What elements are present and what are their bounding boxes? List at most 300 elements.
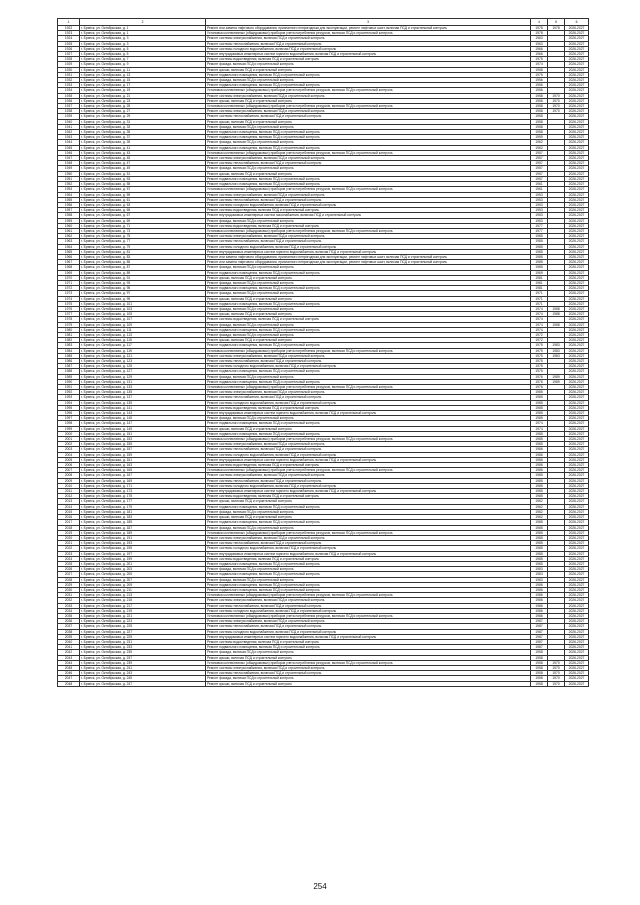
row-number: 1952: [58, 182, 80, 187]
row-address: г. Брянск, ул. Октябрьская, д. 145: [80, 416, 206, 421]
row-work-type: Ремонт системы электроснабжения, включая ПСД и строительный контроль: [206, 665, 531, 670]
row-work-type: Ремонт системы водоотведения, включая ПСД и строительный контроль: [206, 639, 531, 644]
row-address: г. Брянск, ул. Октябрьская, д. 25: [80, 104, 206, 109]
row-number: 1960: [58, 223, 80, 228]
row-work-type: Ремонт системы холодного водоснабжения, включая ПСД и строительный контроль: [206, 364, 531, 369]
row-address: г. Брянск, ул. Октябрьская, д. 11: [80, 67, 206, 72]
row-address: г. Брянск, ул. Октябрьская, д. 123: [80, 359, 206, 364]
row-work-type: Ремонт внутридомовых инженерных систем горячего водоснабжения, включая ПСД и строительный контроль: [206, 634, 531, 639]
row-address: г. Брянск, ул. Октябрьская, д. 135: [80, 390, 206, 395]
row-build-year: 1983: [531, 567, 548, 572]
row-period: 2026-2027: [565, 182, 589, 187]
row-work-type: Ремонт системы электроснабжения, включая ПСД и строительный контроль: [206, 156, 531, 161]
row-work-type: Ремонт системы теплоснабжения, включая ПСД и строительный контроль: [206, 541, 531, 546]
row-period: 2026-2027: [565, 478, 589, 483]
row-build-year: 1957: [531, 166, 548, 171]
row-period: 2026-2027: [565, 676, 589, 681]
row-number: 2014: [58, 504, 80, 509]
row-work-type: Ремонт системы холодного водоснабжения, включая ПСД и строительный контроль: [206, 244, 531, 249]
row-build-year: 1985: [531, 442, 548, 447]
row-build-year: 1983: [531, 572, 548, 577]
row-number: 1962: [58, 234, 80, 239]
row-work-type: Ремонт фасада, включая ПСД и строительный контроль: [206, 525, 531, 530]
row-reconstruction-year: 1970: [548, 109, 565, 114]
row-build-year: 1985: [531, 530, 548, 535]
row-number: 1936: [58, 98, 80, 103]
row-address: г. Брянск, ул. Октябрьская, д. 85: [80, 260, 206, 265]
row-address: г. Брянск, ул. Октябрьская, д. 65: [80, 208, 206, 213]
row-work-type: Ремонт подвального помещения, включая ПСД и строительный контроль: [206, 379, 531, 384]
row-build-year: 1987: [531, 629, 548, 634]
row-build-year: 1963: [531, 36, 548, 41]
row-period: 2026-2027: [565, 260, 589, 265]
row-build-year: 1986: [531, 593, 548, 598]
row-work-type: Ремонт системы электроснабжения, включая ПСД и строительный контроль: [206, 535, 531, 540]
row-work-type: Ремонт системы водоотведения, включая ПСД и строительный контроль: [206, 494, 531, 499]
row-build-year: 1956: [531, 88, 548, 93]
row-period: 2026-2027: [565, 327, 589, 332]
row-build-year: 1975: [531, 359, 548, 364]
row-build-year: 1985: [531, 265, 548, 270]
row-address: г. Брянск, ул. Октябрьская, д. 1: [80, 31, 206, 36]
row-build-year: 1987: [531, 634, 548, 639]
row-period: 2026-2027: [565, 681, 589, 686]
row-work-type: Ремонт системы электроснабжения, включая ПСД и строительный контроль: [206, 192, 531, 197]
row-address: г. Брянск, ул. Октябрьская, д. 67: [80, 213, 206, 218]
row-number: 1954: [58, 192, 80, 197]
row-address: г. Брянск, ул. Октябрьская, д. 109: [80, 322, 206, 327]
row-address: г. Брянск, ул. Октябрьская, д. 153: [80, 437, 206, 442]
row-build-year: 1976: [531, 374, 548, 379]
row-address: г. Брянск, ул. Октябрьская, д. 215: [80, 598, 206, 603]
row-period: 2026-2027: [565, 156, 589, 161]
row-number: 1953: [58, 187, 80, 192]
row-build-year: 1958: [531, 119, 548, 124]
row-work-type: Ремонт внутридомовых инженерных систем горячего водоснабжения, включая ПСД и строительный контроль: [206, 249, 531, 254]
row-build-year: 1953: [531, 202, 548, 207]
row-number: 2046: [58, 671, 80, 676]
row-work-type: Ремонт фасада, включая ПСД и строительный контроль: [206, 416, 531, 421]
row-address: г. Брянск, ул. Октябрьская, д. 35: [80, 130, 206, 135]
row-number: 2013: [58, 499, 80, 504]
row-address: г. Брянск, ул. Октябрьская, д. 187: [80, 525, 206, 530]
row-number: 1993: [58, 395, 80, 400]
row-reconstruction-year: 1983: [548, 348, 565, 353]
row-number: 1929: [58, 62, 80, 67]
row-period: 2026-2027: [565, 343, 589, 348]
row-build-year: 1958: [531, 124, 548, 129]
row-period: 2026-2027: [565, 593, 589, 598]
row-number: 2007: [58, 468, 80, 473]
row-build-year: 1986: [531, 468, 548, 473]
row-number: 2026: [58, 567, 80, 572]
row-number: 2048: [58, 681, 80, 686]
row-work-type: Ремонт внутридомовых инженерных систем горячего водоснабжения, включая ПСД и строительный контроль: [206, 411, 531, 416]
row-work-type: Ремонт системы водоотведения, включая ПСД и строительный контроль: [206, 57, 531, 62]
row-build-year: 1985: [531, 520, 548, 525]
row-address: г. Брянск, ул. Октябрьская, д. 147: [80, 421, 206, 426]
row-build-year: 1958: [531, 676, 548, 681]
row-number: 2028: [58, 577, 80, 582]
row-address: г. Брянск, ул. Октябрьская, д. 233: [80, 645, 206, 650]
row-address: г. Брянск, ул. Октябрьская, д. 139: [80, 400, 206, 405]
row-work-type: Ремонт крыши, включая ПСД и строительный контроль: [206, 681, 531, 686]
row-address: г. Брянск, ул. Октябрьская, д. 41: [80, 145, 206, 150]
row-build-year: 1985: [531, 561, 548, 566]
row-build-year: 1985: [531, 535, 548, 540]
row-build-year: 1986: [531, 582, 548, 587]
row-address: г. Брянск, ул. Октябрьская, д. 229: [80, 634, 206, 639]
row-address: г. Брянск, ул. Октябрьская, д. 95: [80, 286, 206, 291]
page-number: 254: [313, 882, 327, 891]
row-work-type: Ремонт подвального помещения, включая ПСД и строительный контроль: [206, 145, 531, 150]
row-work-type: Установка коллективных (общедомовых) приборов учета потребления ресурсов, включая ПСД и строительный контроль: [206, 593, 531, 598]
row-period: 2026-2027: [565, 426, 589, 431]
row-period: 2026-2027: [565, 525, 589, 530]
header-col-3: 3: [206, 19, 531, 26]
row-build-year: 1958: [531, 93, 548, 98]
row-number: 1974: [58, 296, 80, 301]
row-period: 2026-2027: [565, 166, 589, 171]
row-build-year: 1985: [531, 395, 548, 400]
row-build-year: 1959: [531, 135, 548, 140]
row-work-type: Ремонт крыши, включая ПСД и строительный контроль: [206, 296, 531, 301]
row-number: 2006: [58, 463, 80, 468]
row-period: 2026-2027: [565, 135, 589, 140]
row-number: 1972: [58, 286, 80, 291]
row-number: 1975: [58, 301, 80, 306]
row-period: 2026-2027: [565, 629, 589, 634]
row-work-type: Ремонт фасада, включая ПСД и строительный контроль: [206, 140, 531, 145]
row-work-type: Ремонт фасада, включая ПСД и строительный контроль: [206, 676, 531, 681]
row-build-year: 1975: [531, 343, 548, 348]
row-address: г. Брянск, ул. Октябрьская, д. 69: [80, 218, 206, 223]
row-address: г. Брянск, ул. Октябрьская, д. 151: [80, 431, 206, 436]
row-build-year: 1976: [531, 385, 548, 390]
row-number: 1987: [58, 364, 80, 369]
row-build-year: 1958: [531, 665, 548, 670]
row-period: 2026-2027: [565, 567, 589, 572]
row-address: г. Брянск, ул. Октябрьская, д. 131: [80, 379, 206, 384]
row-build-year: 1969: [531, 270, 548, 275]
row-period: 2026-2027: [565, 223, 589, 228]
row-address: г. Брянск, ул. Октябрьская, д. 47: [80, 161, 206, 166]
row-number: 1971: [58, 280, 80, 285]
row-address: г. Брянск, ул. Октябрьская, д. 5: [80, 46, 206, 51]
row-number: 1985: [58, 353, 80, 358]
row-address: г. Брянск, ул. Октябрьская, д. 31: [80, 119, 206, 124]
row-period: 2026-2027: [565, 26, 589, 31]
row-number: 1955: [58, 197, 80, 202]
row-number: 1923: [58, 31, 80, 36]
row-number: 1937: [58, 104, 80, 109]
row-build-year: 1974: [531, 421, 548, 426]
row-build-year: 1972: [531, 338, 548, 343]
row-work-type: Ремонт подвального помещения, включая ПСД и строительный контроль: [206, 587, 531, 592]
row-build-year: 1953: [531, 213, 548, 218]
row-work-type: Ремонт системы холодного водоснабжения, включая ПСД и строительный контроль: [206, 46, 531, 51]
row-build-year: 1971: [531, 291, 548, 296]
row-address: г. Брянск, ул. Октябрьская, д. 1: [80, 26, 206, 31]
row-build-year: 1962: [531, 515, 548, 520]
row-reconstruction-year: 1988: [548, 322, 565, 327]
row-period: 2026-2027: [565, 187, 589, 192]
row-number: 1994: [58, 400, 80, 405]
row-number: 2037: [58, 624, 80, 629]
row-work-type: Ремонт крыши, включая ПСД и строительный контроль: [206, 275, 531, 280]
row-work-type: Ремонт фасада, включая ПСД и строительный контроль: [206, 577, 531, 582]
row-work-type: Ремонт подвального помещения, включая ПСД и строительный контроль: [206, 504, 531, 509]
row-address: г. Брянск, ул. Октябрьская, д. 33: [80, 124, 206, 129]
row-address: г. Брянск, ул. Октябрьская, д. 137: [80, 395, 206, 400]
row-period: 2026-2027: [565, 57, 589, 62]
row-build-year: 1978: [531, 26, 548, 31]
row-period: 2026-2027: [565, 322, 589, 327]
row-address: г. Брянск, ул. Октябрьская, д. 129: [80, 374, 206, 379]
row-address: г. Брянск, ул. Октябрьская, д. 209: [80, 582, 206, 587]
row-address: г. Брянск, ул. Октябрьская, д. 167: [80, 473, 206, 478]
row-period: 2026-2027: [565, 655, 589, 660]
row-address: г. Брянск, ул. Октябрьская, д. 15: [80, 78, 206, 83]
row-build-year: 1958: [531, 104, 548, 109]
row-address: г. Брянск, ул. Октябрьская, д. 61: [80, 197, 206, 202]
row-build-year: 1986: [531, 598, 548, 603]
row-number: 2012: [58, 494, 80, 499]
row-work-type: Ремонт системы холодного водоснабжения, включая ПСД и строительный контроль: [206, 629, 531, 634]
row-period: 2026-2027: [565, 83, 589, 88]
row-number: 1984: [58, 348, 80, 353]
row-build-year: 1956: [531, 78, 548, 83]
row-address: г. Брянск, ул. Октябрьская, д. 225: [80, 624, 206, 629]
row-build-year: 1985: [531, 431, 548, 436]
row-period: 2026-2027: [565, 291, 589, 296]
row-period: 2026-2027: [565, 31, 589, 36]
row-address: г. Брянск, ул. Октябрьская, д. 21: [80, 93, 206, 98]
row-build-year: 1958: [531, 650, 548, 655]
header-row: [58, 19, 589, 26]
row-period: 2026-2027: [565, 473, 589, 478]
row-number: 1970: [58, 275, 80, 280]
row-period: 2026-2027: [565, 598, 589, 603]
row-number: 1945: [58, 145, 80, 150]
row-build-year: 1985: [531, 239, 548, 244]
row-build-year: 1966: [531, 52, 548, 57]
row-address: г. Брянск, ул. Октябрьская, д. 111: [80, 327, 206, 332]
row-period: 2026-2027: [565, 452, 589, 457]
row-number: 1935: [58, 93, 80, 98]
row-period: 2026-2027: [565, 665, 589, 670]
row-work-type: Ремонт крыши, включая ПСД и строительный контроль: [206, 515, 531, 520]
row-number: 1939: [58, 114, 80, 119]
row-number: 1969: [58, 270, 80, 275]
row-period: 2026-2027: [565, 603, 589, 608]
row-build-year: 1985: [531, 546, 548, 551]
row-number: 1928: [58, 57, 80, 62]
row-address: г. Брянск, ул. Октябрьская, д. 13: [80, 72, 206, 77]
row-build-year: 1975: [531, 57, 548, 62]
row-period: 2026-2027: [565, 561, 589, 566]
row-period: 2026-2027: [565, 249, 589, 254]
row-address: г. Брянск, ул. Октябрьская, д. 103: [80, 306, 206, 311]
row-work-type: Установка коллективных (общедомовых) приборов учета потребления ресурсов, включая ПСД и строительный контроль: [206, 530, 531, 535]
header-col-4: 4: [531, 19, 548, 26]
row-address: г. Брянск, ул. Октябрьская, д. 43: [80, 150, 206, 155]
row-period: 2026-2027: [565, 124, 589, 129]
row-number: 1963: [58, 239, 80, 244]
row-work-type: Ремонт системы электроснабжения, включая ПСД и строительный контроль: [206, 473, 531, 478]
row-period: 2026-2027: [565, 390, 589, 395]
row-work-type: Установка коллективных (общедомовых) приборов учета потребления ресурсов, включая ПСД и строительный контроль: [206, 468, 531, 473]
row-address: г. Брянск, ул. Октябрьская, д. 219: [80, 608, 206, 613]
row-number: 1988: [58, 369, 80, 374]
row-address: г. Брянск, ул. Октябрьская, д. 237: [80, 655, 206, 660]
row-period: 2026-2027: [565, 93, 589, 98]
row-build-year: 1958: [531, 109, 548, 114]
row-number: 1983: [58, 343, 80, 348]
row-work-type: Ремонт системы теплоснабжения, включая ПСД и строительный контроль: [206, 447, 531, 452]
row-period: 2026-2027: [565, 36, 589, 41]
row-build-year: 1985: [531, 390, 548, 395]
row-work-type: Установка коллективных (общедомовых) приборов учета потребления ресурсов, включая ПСД и строительный контроль: [206, 88, 531, 93]
row-number: 2002: [58, 442, 80, 447]
row-address: г. Брянск, ул. Октябрьская, д. 195: [80, 546, 206, 551]
row-work-type: Установка коллективных (общедомовых) приборов учета потребления ресурсов, включая ПСД и строительный контроль: [206, 228, 531, 233]
row-number: 2009: [58, 478, 80, 483]
row-number: 2029: [58, 582, 80, 587]
row-number: 1980: [58, 327, 80, 332]
row-number: 2022: [58, 546, 80, 551]
row-period: 2026-2027: [565, 619, 589, 624]
row-work-type: Ремонт внутридомовых инженерных систем газоснабжения, включая ПСД и строительный контроль: [206, 213, 531, 218]
row-period: 2026-2027: [565, 286, 589, 291]
row-work-type: Ремонт фасада, включая ПСД и строительный контроль: [206, 265, 531, 270]
row-period: 2026-2027: [565, 114, 589, 119]
row-number: 1958: [58, 213, 80, 218]
row-period: 2026-2027: [565, 270, 589, 275]
row-period: 2026-2027: [565, 556, 589, 561]
row-number: 1967: [58, 260, 80, 265]
row-address: г. Брянск, ул. Октябрьская, д. 199: [80, 556, 206, 561]
row-work-type: Ремонт или замена лифтового оборудования, признанного непригодным для эксплуатации, ремонт лифтовых шахт, включая ПСД и строительный контроль: [206, 260, 531, 265]
row-build-year: 1953: [531, 208, 548, 213]
row-number: 1968: [58, 265, 80, 270]
row-reconstruction-year: 1970: [548, 671, 565, 676]
row-work-type: Ремонт системы холодного водоснабжения, включая ПСД и строительный контроль: [206, 483, 531, 488]
row-period: 2026-2027: [565, 72, 589, 77]
row-address: г. Брянск, ул. Октябрьская, д. 7: [80, 57, 206, 62]
row-work-type: Ремонт фасада, включая ПСД и строительный контроль: [206, 62, 531, 67]
row-work-type: Ремонт системы холодного водоснабжения, включая ПСД и строительный контроль: [206, 546, 531, 551]
row-period: 2026-2027: [565, 41, 589, 46]
row-work-type: Ремонт внутридомовых инженерных систем горячего водоснабжения, включая ПСД и строительный контроль: [206, 457, 531, 462]
row-address: г. Брянск, ул. Октябрьская, д. 37: [80, 135, 206, 140]
row-reconstruction-year: 1970: [548, 665, 565, 670]
row-reconstruction-year: 1983: [548, 353, 565, 358]
row-period: 2026-2027: [565, 447, 589, 452]
row-work-type: Ремонт системы холодного водоснабжения, включая ПСД и строительный контроль: [206, 400, 531, 405]
row-period: 2026-2027: [565, 650, 589, 655]
row-work-type: Установка коллективных (общедомовых) приборов учета потребления ресурсов, включая ПСД и строительный контроль: [206, 437, 531, 442]
row-period: 2026-2027: [565, 359, 589, 364]
row-number: 1986: [58, 359, 80, 364]
row-number: 2024: [58, 556, 80, 561]
row-address: г. Брянск, ул. Октябрьская, д. 73: [80, 228, 206, 233]
row-address: г. Брянск, ул. Октябрьская, д. 243: [80, 671, 206, 676]
row-address: г. Брянск, ул. Октябрьская, д. 105: [80, 312, 206, 317]
row-build-year: 1985: [531, 249, 548, 254]
row-number: 2025: [58, 561, 80, 566]
row-period: 2026-2027: [565, 645, 589, 650]
row-period: 2026-2027: [565, 254, 589, 259]
row-address: г. Брянск, ул. Октябрьская, д. 127: [80, 369, 206, 374]
row-work-type: Ремонт подвального помещения, включая ПСД и строительный контроль: [206, 301, 531, 306]
row-address: г. Брянск, ул. Октябрьская, д. 5: [80, 52, 206, 57]
row-address: г. Брянск, ул. Октябрьская, д. 3: [80, 36, 206, 41]
row-work-type: Ремонт системы теплоснабжения, включая ПСД и строительный контроль: [206, 114, 531, 119]
row-period: 2026-2027: [565, 374, 589, 379]
row-period: 2026-2027: [565, 483, 589, 488]
row-period: 2026-2027: [565, 98, 589, 103]
row-address: г. Брянск, ул. Октябрьская, д. 161: [80, 457, 206, 462]
header-col-2: 2: [80, 19, 206, 26]
row-work-type: Установка коллективных (общедомовых) приборов учета потребления ресурсов, включая ПСД и строительный контроль: [206, 187, 531, 192]
row-period: 2026-2027: [565, 499, 589, 504]
row-address: г. Брянск, ул. Октябрьская, д. 57: [80, 187, 206, 192]
row-work-type: Ремонт системы теплоснабжения, включая ПСД и строительный контроль: [206, 603, 531, 608]
row-period: 2026-2027: [565, 353, 589, 358]
row-work-type: Ремонт системы водоотведения, включая ПСД и строительный контроль: [206, 317, 531, 322]
row-address: г. Брянск, ул. Октябрьская, д. 247: [80, 681, 206, 686]
row-number: 1981: [58, 332, 80, 337]
row-work-type: Ремонт крыши, включая ПСД и строительный контроль: [206, 119, 531, 124]
row-work-type: Ремонт системы теплоснабжения, включая ПСД и строительный контроль: [206, 624, 531, 629]
row-build-year: 1986: [531, 613, 548, 618]
row-number: 2036: [58, 619, 80, 624]
row-number: 1950: [58, 171, 80, 176]
row-work-type: Ремонт системы электроснабжения, включая ПСД и строительный контроль: [206, 36, 531, 41]
row-address: г. Брянск, ул. Октябрьская, д. 239: [80, 660, 206, 665]
row-build-year: 1958: [531, 98, 548, 103]
row-work-type: Ремонт системы теплоснабжения, включая ПСД и строительный контроль: [206, 161, 531, 166]
row-number: 2010: [58, 483, 80, 488]
row-number: 2031: [58, 593, 80, 598]
row-period: 2026-2027: [565, 613, 589, 618]
row-work-type: Установка коллективных (общедомовых) приборов учета потребления ресурсов, включая ПСД и строительный контроль: [206, 31, 531, 36]
row-address: г. Брянск, ул. Октябрьская, д. 205: [80, 572, 206, 577]
row-number: 1924: [58, 36, 80, 41]
row-build-year: 1977: [531, 223, 548, 228]
row-address: г. Брянск, ул. Октябрьская, д. 27: [80, 109, 206, 114]
row-work-type: Ремонт подвального помещения, включая ПСД и строительный контроль: [206, 421, 531, 426]
row-build-year: 1985: [531, 556, 548, 561]
header-col-6: 6: [565, 19, 589, 26]
row-work-type: Ремонт системы электроснабжения, включая ПСД и строительный контроль: [206, 234, 531, 239]
row-work-type: Ремонт системы электроснабжения, включая ПСД и строительный контроль: [206, 353, 531, 358]
row-period: 2026-2027: [565, 546, 589, 551]
row-build-year: 1974: [531, 322, 548, 327]
row-period: 2026-2027: [565, 88, 589, 93]
row-number: 2030: [58, 587, 80, 592]
row-address: г. Брянск, ул. Октябрьская, д. 23: [80, 98, 206, 103]
row-work-type: Ремонт крыши, включая ПСД и строительный контроль: [206, 171, 531, 176]
row-period: 2026-2027: [565, 431, 589, 436]
row-period: 2026-2027: [565, 369, 589, 374]
row-reconstruction-year: 1970: [548, 660, 565, 665]
row-build-year: 1975: [531, 364, 548, 369]
row-number: 1933: [58, 83, 80, 88]
row-number: 1992: [58, 390, 80, 395]
row-address: г. Брянск, ул. Октябрьская, д. 221: [80, 613, 206, 618]
